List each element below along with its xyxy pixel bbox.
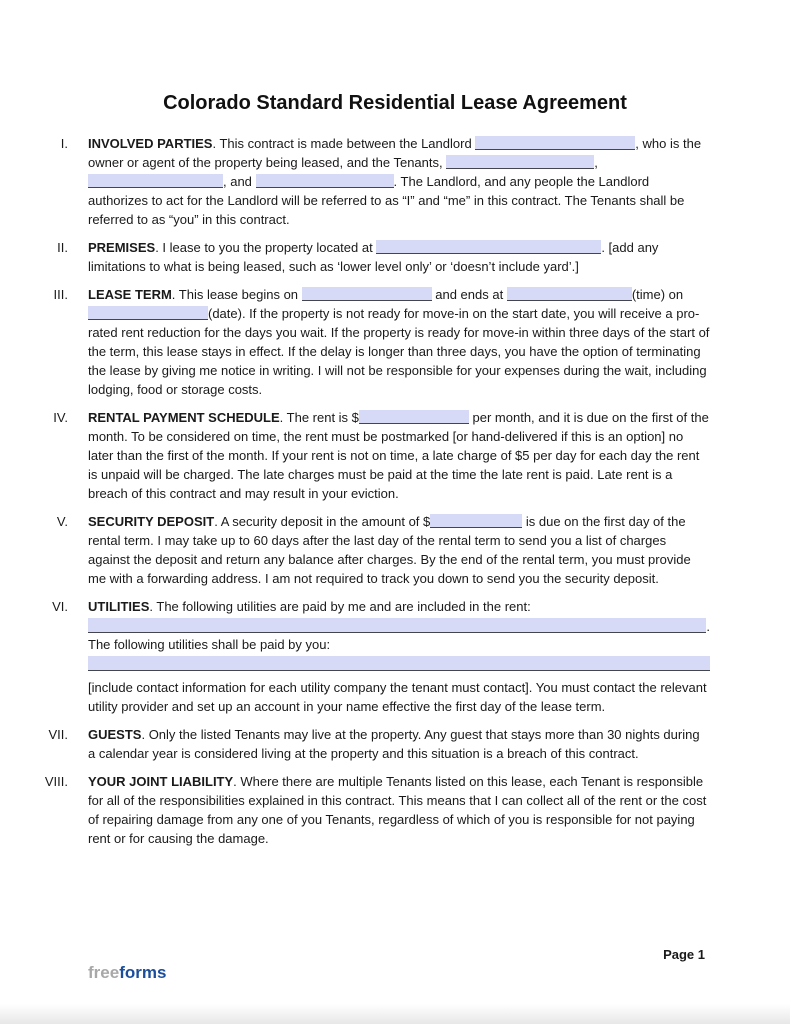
section-text: [include contact information for each utility company the tenant must contact]. You must contact the relevant utility provider and set up an account in your name effective the first day of the lease term. [88, 680, 707, 714]
freeforms-logo-forms: forms [119, 963, 167, 982]
tenant-utilities-row [88, 654, 710, 673]
utilities-note [88, 678, 710, 716]
section-text: . This lease begins on [171, 287, 302, 302]
section-text: , who is the owner or agent of the property being leased, and the Tenants, [88, 136, 702, 170]
section-text: . Where there are multiple Tenants listed on this lease, each Tenant is responsible for all of the responsibilities explained in this contract. This means that I can collect all of the rent or the cost of repairing damage from any one of you Tenants, regardless of which of you is responsible for not paying rent or for causing the damage. [88, 774, 707, 846]
section-text: (time) on [631, 287, 684, 302]
section-numeral: VII. [48, 727, 68, 742]
landlord-paid-utilities-field[interactable] [88, 618, 706, 633]
section-text: is due on the first day of the rental term. I may take up to 60 days after the last day of the rental term to send you a list of charges against the deposit and return any balance after charges. By the end of the rental term, you must provide me with a forwarding address. I am not required to track you down to send you the security deposit. [88, 514, 691, 586]
section-utilities [40, 597, 710, 716]
property-address-field[interactable] [376, 240, 601, 254]
section-text: and ends at [431, 287, 507, 302]
section-body [88, 772, 710, 848]
freeforms-logo [88, 964, 166, 982]
section-heading: LEASE TERM [88, 287, 172, 302]
section-text: The following utilities shall be paid by you: [88, 637, 331, 652]
section-heading: GUESTS [88, 727, 142, 742]
section-lease-term [40, 285, 710, 399]
section-heading: PREMISES [88, 240, 156, 255]
lease-end-time-field[interactable] [507, 287, 632, 301]
document-title: Colorado Standard Residential Lease Agreement [163, 92, 627, 114]
section-text: . A security deposit in the amount of $ [214, 514, 431, 529]
page-number: Page 1 [663, 947, 705, 962]
section-body [88, 512, 710, 588]
section-text: per month, and it is due on the first of the month. To be considered on time, the rent must be postmarked [or hand-delivered if this is an option] no later than the first of the month. If your rent is not on time, a late charge of $5 per day for each day the rent is unpaid will be charged. The late charges must be paid at the time the late rent is paid. Late rent is a breach of this contract and may result in your eviction. [88, 410, 709, 501]
section-text: , [594, 155, 598, 170]
section-text: . I lease to you the property located at [155, 240, 377, 255]
monthly-rent-field[interactable] [359, 410, 469, 424]
section-numeral: IV. [53, 410, 68, 425]
section-body [88, 285, 710, 399]
section-numeral: I. [60, 136, 68, 151]
section-text: (date). If the property is not ready for move-in on the start date, you will receive a pro-rated rent reduction for the days you wait. If the property is ready for move-in within three days of the start of the term, this lease stays in effect. If the delay is longer than three days, you have the option of terminating the lease by giving me notice in writing. I will not be responsible for your expenses during the wait, including lodging, food or storage costs. [88, 306, 710, 397]
landlord-utilities-row [88, 616, 710, 635]
tenant-3-name-field[interactable] [256, 174, 394, 188]
section-numeral: II. [57, 240, 68, 255]
section-heading: YOUR JOINT LIABILITY [88, 774, 234, 789]
section-security-deposit [40, 512, 710, 588]
tenant-2-name-field[interactable] [88, 174, 223, 188]
section-text: . [706, 619, 710, 634]
section-heading: SECURITY DEPOSIT [88, 514, 215, 529]
section-numeral: VI. [52, 599, 68, 614]
sections-list [40, 134, 710, 848]
tenant-utilities-label [88, 635, 710, 654]
section-text: . The following utilities are paid by me and are included in the rent: [149, 599, 531, 614]
section-body [88, 408, 710, 503]
section-rental-payment-schedule [40, 408, 710, 503]
section-heading: RENTAL PAYMENT SCHEDULE [88, 410, 280, 425]
section-premises [40, 238, 710, 276]
section-your-joint-liability [40, 772, 710, 848]
landlord-name-field[interactable] [475, 136, 635, 150]
section-body [88, 134, 710, 229]
section-text: , and [223, 174, 256, 189]
tenant-paid-utilities-field[interactable] [88, 656, 710, 671]
section-text: . The rent is $ [279, 410, 359, 425]
section-body [88, 597, 710, 716]
section-body [88, 238, 710, 276]
section-numeral: V. [56, 514, 68, 529]
section-numeral: III. [53, 287, 68, 302]
tenant-1-name-field[interactable] [446, 155, 594, 169]
section-text: . The Landlord, and any people the Landlord authorizes to act for the Landlord will be referred to as “I” and “me” in this contract. The Tenants shall be referred to as “you” in this contract. [88, 174, 685, 227]
lease-end-date-field[interactable] [88, 306, 208, 320]
lease-start-date-field[interactable] [302, 287, 432, 301]
security-deposit-field[interactable] [430, 514, 522, 528]
section-involved-parties [40, 134, 710, 229]
section-guests [40, 725, 710, 763]
section-text: . This contract is made between the Landlord [212, 136, 476, 151]
freeforms-logo-free: free [88, 963, 120, 982]
utilities-intro-line [88, 597, 710, 616]
section-heading: INVOLVED PARTIES [88, 136, 213, 151]
section-text: . [add any limitations to what is being leased, such as ‘lower level only’ or ‘doesn’t include yard’.] [88, 240, 659, 274]
section-heading: UTILITIES [88, 599, 150, 614]
section-body [88, 725, 710, 763]
section-text: . Only the listed Tenants may live at the property. Any guest that stays more than 30 nights during a calendar year is considered living at the property and this situation is a breach of this contract. [88, 727, 700, 761]
section-numeral: VIII. [44, 774, 68, 789]
